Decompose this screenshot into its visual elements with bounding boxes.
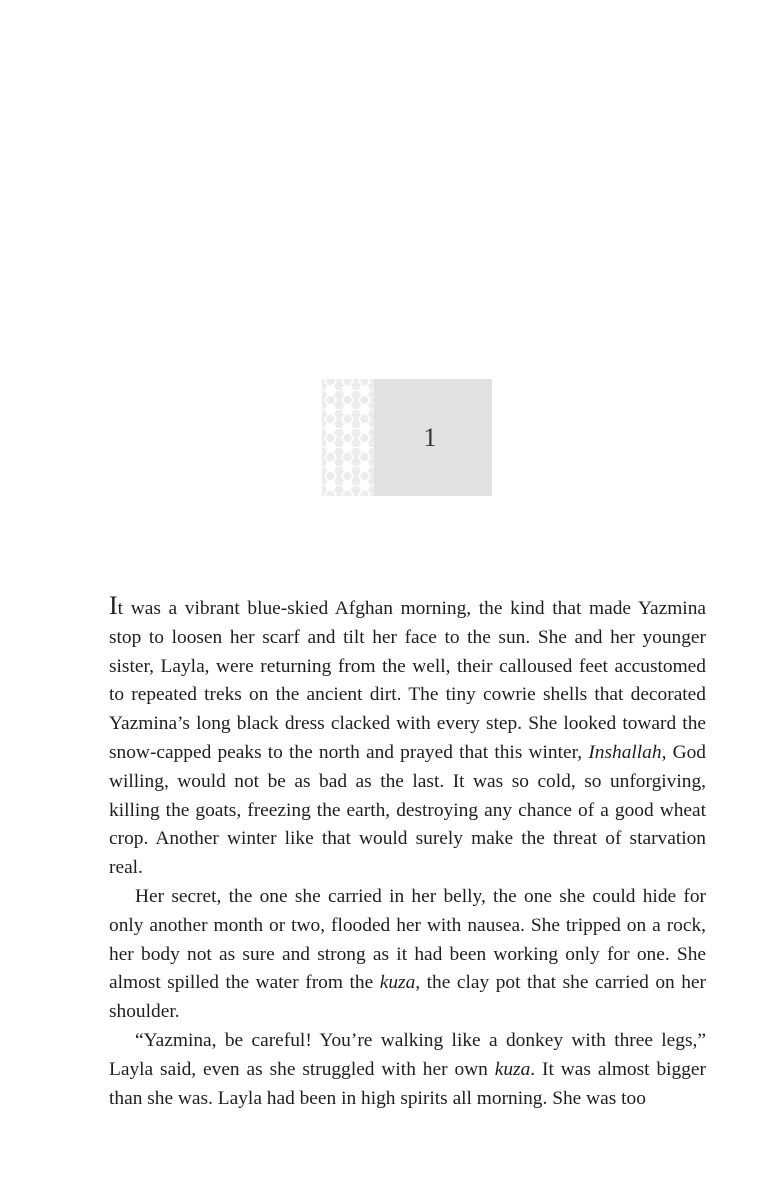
text-run: the clay pot that she carried on her shoulder. <box>109 972 706 1023</box>
chapter-number: 1 <box>423 422 437 452</box>
text-run: t was a vibrant blue-skied Afghan morning, the kind that made Yazmina stop to loosen her scarf and tilt her face to the sun. She and her younger sister, Layla, were returning from the well, their calloused feet accustomed to repeated treks on the ancient dirt. The tiny cowrie shells that decorated Yazmina’s long black dress clacked with every step. She looked toward the snow-capped peaks to the north and prayed that this winter, <box>109 598 706 763</box>
italic-term: kuza <box>494 1058 531 1080</box>
chapter-body-text <box>109 591 706 1113</box>
text-run: . It was almost bigger than she was. Layla had been in high spirits all morning. She was too <box>109 1058 706 1109</box>
text-run: Her secret, the one she carried in her belly, the one she could hide for only another month or two, flooded her with nausea. She tripped on a rock, her body not as sure and strong as it had been working only for one. She almost spilled the water from the <box>109 885 706 994</box>
text-run: “Yazmina, be careful! You’re walking like a donkey with three legs,” Layla said, even as she struggled with her own <box>109 1029 706 1080</box>
drop-cap: I <box>109 591 118 620</box>
text-run: God willing, would not be as bad as the last. It was so cold, so unforgiving, killing the goats, freezing the earth, destroying any chance of a good wheat crop. Another winter like that would surely make the threat of starvation real. <box>109 741 706 879</box>
body-paragraph <box>109 883 706 1027</box>
italic-term: kuza, <box>379 972 421 994</box>
decorative-pattern <box>322 379 374 496</box>
body-paragraph <box>109 591 706 883</box>
italic-term: Inshallah, <box>588 741 667 763</box>
chapter-heading-box <box>322 379 492 496</box>
body-paragraph <box>109 1027 706 1113</box>
